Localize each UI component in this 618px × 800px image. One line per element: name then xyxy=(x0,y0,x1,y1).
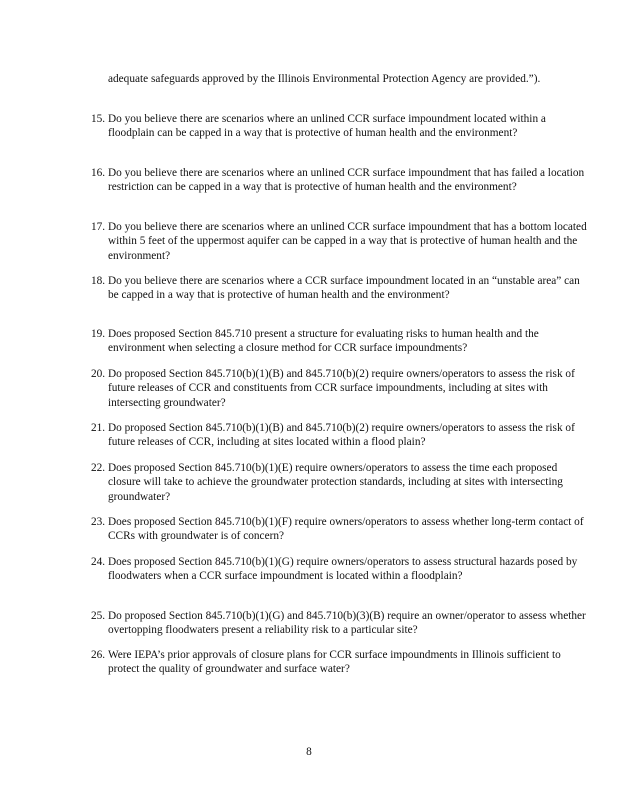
question-item xyxy=(91,421,589,450)
question-item xyxy=(91,555,589,584)
question-item xyxy=(91,515,589,544)
question-text: Does proposed Section 845.710(b)(1)(E) require owners/operators to assess the time each proposed closure will take to achieve the groundwater protection standards, including at sites with intersecting groundwater? xyxy=(108,462,563,503)
question-number: 15. xyxy=(91,113,106,125)
question-number: 24. xyxy=(91,556,106,568)
question-number: 25. xyxy=(91,610,106,622)
question-number: 21. xyxy=(91,422,106,434)
question-item xyxy=(91,648,589,677)
question-item xyxy=(91,166,589,195)
question-number: 17. xyxy=(91,221,106,233)
question-text: Do proposed Section 845.710(b)(1)(B) and 845.710(b)(2) require owners/operators to assess the risk of future releases of CCR and constituents from CCR surface impoundments, including at sites with intersecting groundwater? xyxy=(108,368,575,409)
question-number: 26. xyxy=(91,649,106,661)
page-number: 8 xyxy=(306,746,312,758)
question-item xyxy=(91,609,589,638)
question-text: Do you believe there are scenarios where an unlined CCR surface impoundment located within a floodplain can be capped in a way that is protective of human health and the environment? xyxy=(108,113,546,140)
continuation-paragraph: adequate safeguards approved by the Illinois Environmental Protection Agency are provided.”). xyxy=(108,73,541,85)
question-text: Does proposed Section 845.710 present a structure for evaluating risks to human health and the environment when selecting a closure method for CCR surface impoundments? xyxy=(108,328,539,355)
question-item xyxy=(91,367,589,410)
question-number: 22. xyxy=(91,462,106,474)
question-text: Do you believe there are scenarios where a CCR surface impoundment located in an “unstable area” can be capped in a way that is protective of human health and the environment? xyxy=(108,275,580,302)
question-item xyxy=(91,220,589,263)
question-text: Do proposed Section 845.710(b)(1)(B) and 845.710(b)(2) require owners/operators to assess the risk of future releases of CCR, including at sites located within a flood plain? xyxy=(108,422,575,449)
question-text: Does proposed Section 845.710(b)(1)(F) require owners/operators to assess whether long-term contact of CCRs with groundwater is of concern? xyxy=(108,516,584,543)
question-text: Do proposed Section 845.710(b)(1)(G) and 845.710(b)(3)(B) require an owner/operator to assess whether overtopping floodwaters present a reliability risk to a particular site? xyxy=(108,610,586,637)
question-text: Were IEPA’s prior approvals of closure plans for CCR surface impoundments in Illinois sufficient to protect the quality of groundwater and surface water? xyxy=(108,649,561,676)
question-number: 18. xyxy=(91,275,106,287)
question-item xyxy=(91,327,589,356)
question-number: 16. xyxy=(91,167,106,179)
question-number: 23. xyxy=(91,516,106,528)
question-item xyxy=(91,274,589,303)
question-item xyxy=(91,112,589,141)
question-number: 19. xyxy=(91,328,106,340)
question-text: Does proposed Section 845.710(b)(1)(G) require owners/operators to assess structural hazards posed by floodwaters when a CCR surface impoundment is located within a floodplain? xyxy=(108,556,578,583)
question-text: Do you believe there are scenarios where an unlined CCR surface impoundment that has failed a location restriction can be capped in a way that is protective of human health and the environment? xyxy=(108,167,585,194)
question-item xyxy=(91,461,589,504)
question-text: Do you believe there are scenarios where an unlined CCR surface impoundment that has a bottom located within 5 feet of the uppermost aquifer can be capped in a way that is protective of human health and the environment? xyxy=(108,221,587,262)
question-number: 20. xyxy=(91,368,106,380)
